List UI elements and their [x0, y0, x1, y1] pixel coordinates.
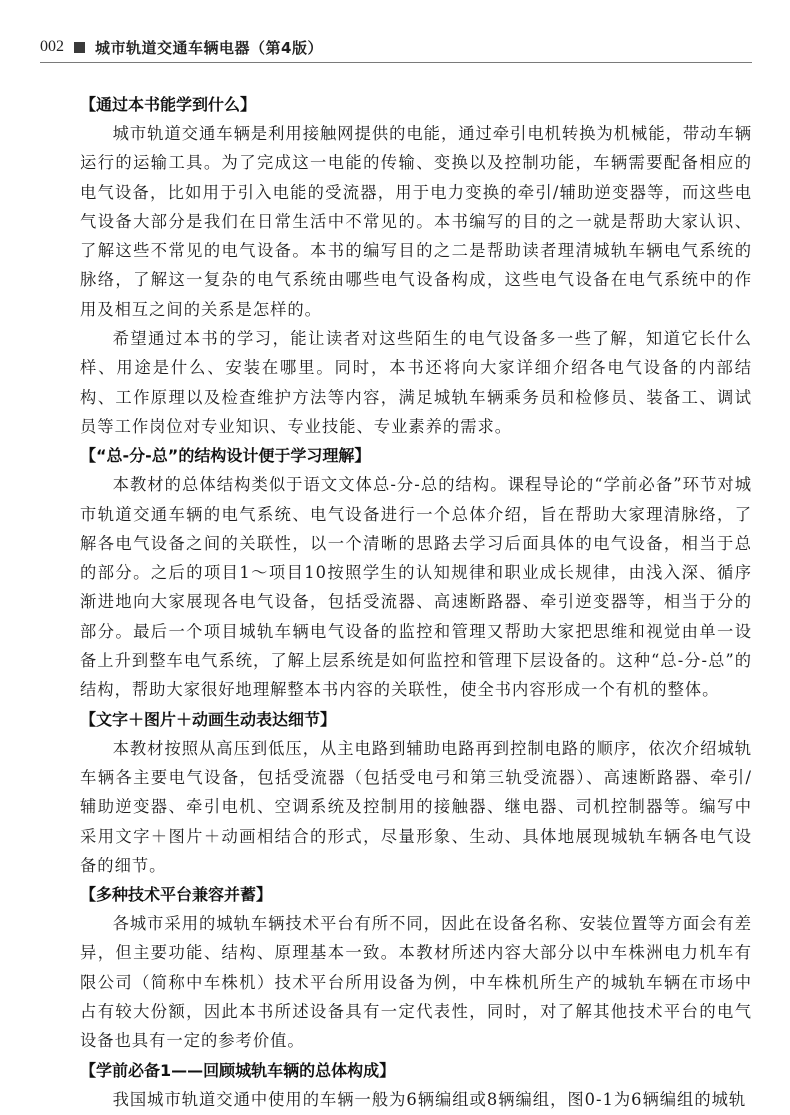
- section-heading: 【“总-分-总”的结构设计便于学习理解】: [80, 446, 371, 466]
- paragraph: 我国城市轨道交通中使用的车辆一般为6辆编组或8辆编组，图0-1为6辆编组的城轨: [112, 1089, 747, 1109]
- section-heading: 【多种技术平台兼容并蓄】: [80, 885, 273, 905]
- section-heading: 【通过本书能学到什么】: [80, 95, 257, 114]
- section-prerequisite-1: [80, 1056, 752, 1114]
- section-heading: 【文字＋图片＋动画生动表达细节】: [80, 709, 337, 729]
- paragraph: 希望通过本书的学习，能让读者对这些陌生的电气设备多一些了解，知道它长什么样、用途是什么、安装在哪里。同时，本书还将向大家详细介绍各电气设备的内部结构、工作原理以及检查维护方法等内容，满足城轨车辆乘务员和检修员、装备工、调试员等工作岗位对专业知识、专业技能、专业素养的需求。: [80, 329, 752, 436]
- section-what-to-learn: [80, 90, 752, 441]
- running-title: 城市轨道交通车辆电器（第4版）: [95, 38, 323, 57]
- page-number: 002: [40, 38, 64, 55]
- paragraph: 本教材的总体结构类似于语文文体总-分-总的结构。课程导论的“学前必备”环节对城市轨道交通车辆的电气系统、电气设备进行一个总体介绍，旨在帮助大家理清脉络，了解各电气设备之间的关联性，以一个清晰的思路去学习后面具体的电气设备，相当于总的部分。之后的项目1～项目10按照学生的认知规律和职业成长规律，由浅入深、循序渐进地向大家展现各电气设备，包括受流器、高速断路器、牵引逆变器等，相当于分的部分。最后一个项目城轨车辆电气设备的监控和管理又帮助大家把思维和视觉由单一设备上升到整车电气系统，了解上层系统是如何监控和管理下层设备的。这种“总-分-总”的结构，帮助大家很好地理解整本书内容的关联性，使全书内容形成一个有机的整体。: [80, 475, 752, 700]
- paragraph: 各城市采用的城轨车辆技术平台有所不同，因此在设备名称、安装位置等方面会有差异，但主要功能、结构、原理基本一致。本教材所述内容大部分以中车株洲电力机车有限公司（简称中车株机）技术平台所用设备为例，中车株机所生产的城轨车辆在市场中占有较大份额，因此本书所述设备具有一定代表性，同时，对了解其他技术平台的电气设备也具有一定的参考价值。: [80, 914, 753, 1051]
- section-tech-platforms: [80, 880, 752, 1055]
- page-body: [80, 90, 752, 1114]
- section-structure-design: [80, 441, 752, 704]
- page-header: [40, 36, 323, 58]
- header-divider: [40, 62, 752, 63]
- section-heading: 【学前必备1——回顾城轨车辆的总体构成】: [80, 1060, 396, 1080]
- square-bullet-icon: [74, 42, 85, 53]
- paragraph: 本教材按照从高压到低压，从主电路到辅助电路再到控制电路的顺序，依次介绍城轨车辆各主要电气设备，包括受流器（包括受电弓和第三轨受流器）、高速断路器、牵引/辅助逆变器、牵引电机、空调系统及控制用的接触器、继电器、司机控制器等。编写中采用文字＋图片＋动画相结合的形式，尽量形象、生动、具体地展现城轨车辆各电气设备的细节。: [80, 738, 753, 875]
- section-text-image-animation: [80, 705, 752, 880]
- paragraph: 城市轨道交通车辆是利用接触网提供的电能，通过牵引电机转换为机械能，带动车辆运行的运输工具。为了完成这一电能的传输、变换以及控制功能，车辆需要配备相应的电气设备，比如用于引入电能的受流器，用于电力变换的牵引/辅助逆变器等，而这些电气设备大部分是我们在日常生活中不常见的。本书编写的目的之一就是帮助大家认识、了解这些不常见的电气设备。本书的编写目的之二是帮助读者理清城轨车辆电气系统的脉络，了解这一复杂的电气系统由哪些电气设备构成，这些电气设备在电气系统中的作用及相互之间的关系是怎样的。: [80, 124, 753, 319]
